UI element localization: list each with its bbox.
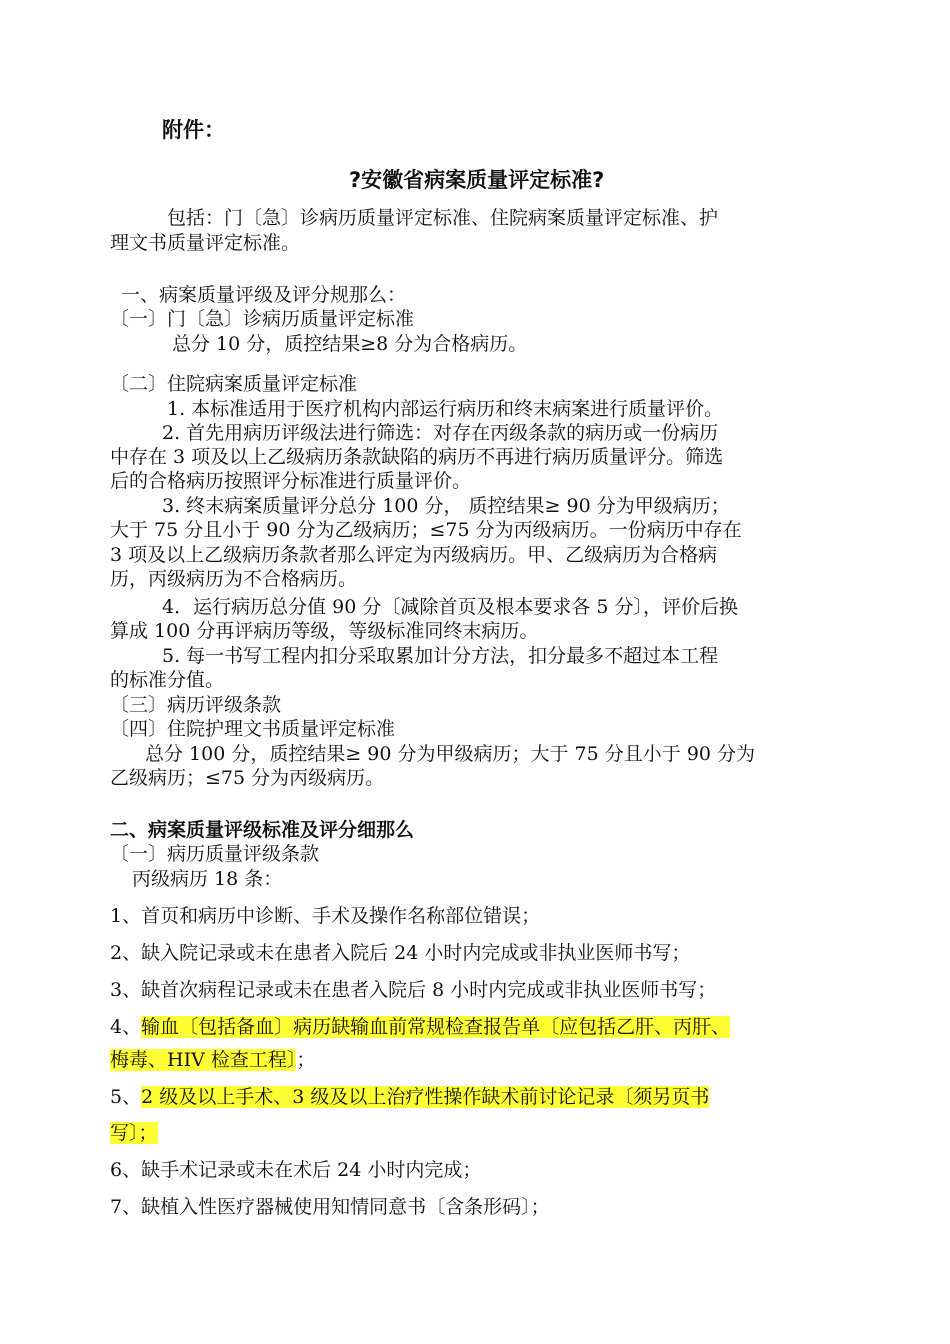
- item-1: 1. 本标准适用于医疗机构内部运行病历和终末病案进行质量评价。: [167, 398, 724, 420]
- class-c-item-4-line-1: [110, 1015, 730, 1039]
- class-c-item-5-line-2: [110, 1121, 158, 1145]
- attachment-label: 附件：: [162, 118, 225, 142]
- intro-line-2: 理文书质量评定标准。: [110, 232, 301, 254]
- item-3-line-4: 历，丙级病历为不合格病历。: [110, 568, 358, 590]
- class-c-item-5-highlight-2: 写〕；: [110, 1122, 158, 1144]
- item-2-line-2: 中存在 3 项及以上乙级病历条款缺陷的病历不再进行病历质量评分。筛选: [110, 446, 724, 468]
- class-c-item-4-number: 4、: [110, 1016, 142, 1038]
- class-c-item-4-highlight-2: 梅毒、HIV 检查工程〕: [110, 1049, 297, 1071]
- item-5-line-2: 的标准分值。: [110, 669, 225, 691]
- class-c-item-4-line-2: [110, 1048, 315, 1072]
- section1-sub1-heading: 〔一〕门〔急〕诊病历质量评定标准: [110, 308, 415, 330]
- section1-sub4-heading: 〔四〕住院护理文书质量评定标准: [110, 718, 396, 740]
- document-title: ?安徽省病案质量评定标准?: [349, 168, 605, 192]
- item-3-line-1: 3. 终末病案质量评分总分 100 分， 质控结果≥ 90 分为甲级病历；: [162, 495, 730, 517]
- item-2-line-3: 后的合格病历按照评分标准进行质量评价。: [110, 470, 472, 492]
- item-3-line-3: 3 项及以上乙级病历条款者那么评定为丙级病历。甲、乙级病历为合格病: [110, 544, 718, 566]
- class-c-item-6: 6、缺手术记录或未在术后 24 小时内完成；: [110, 1159, 482, 1181]
- section1-sub1-text: 总分 10 分，质控结果≥8 分为合格病历。: [172, 333, 528, 355]
- class-c-item-5-number: 5、: [110, 1086, 142, 1108]
- section1-sub2-heading: 〔二〕住院病案质量评定标准: [110, 373, 358, 395]
- class-c-item-4-tail: ；: [296, 1049, 316, 1071]
- class-c-item-4-highlight-1: 输血〔包括备血〕病历缺输血前常规检查报告单〔应包括乙肝、丙肝、: [141, 1016, 731, 1038]
- item-4-line-2: 算成 100 分再评病历等级，等级标准同终末病历。: [110, 620, 539, 642]
- class-c-item-5-highlight-1: 2 级及以上手术、3 级及以上治疗性操作缺术前讨论记录〔须另页书: [141, 1086, 710, 1108]
- class-c-item-2: 2、缺入院记录或未在患者入院后 24 小时内完成或非执业医师书写；: [110, 942, 691, 964]
- class-c-label: 丙级病历 18 条：: [132, 868, 283, 890]
- section1-sub3-heading: 〔三〕病历评级条款: [110, 694, 282, 716]
- item-4-line-1: 4．运行病历总分值 90 分〔减除首页及根本要求各 5 分〕，评价后换: [162, 596, 739, 618]
- intro-line-1: 包括：门〔急〕诊病历质量评定标准、住院病案质量评定标准、护: [167, 207, 719, 229]
- item-5-line-1: 5. 每一书写工程内扣分采取累加计分方法，扣分最多不超过本工程: [162, 645, 719, 667]
- item-3-line-2: 大于 75 分且小于 90 分为乙级病历；≤75 分为丙级病历。一份病历中存在: [110, 519, 742, 541]
- section1-sub4-text-1: 总分 100 分，质控结果≥ 90 分为甲级病历；大于 75 分且小于 90 分为: [145, 743, 756, 765]
- section2-sub1-heading: 〔一〕病历质量评级条款: [110, 843, 320, 865]
- class-c-item-5-line-1: [110, 1085, 709, 1109]
- section1-sub4-text-2: 乙级病历；≤75 分为丙级病历。: [110, 767, 385, 789]
- section2-heading: 二、病案质量评级标准及评分细那么: [110, 819, 415, 841]
- class-c-item-3: 3、缺首次病程记录或未在患者入院后 8 小时内完成或非执业医师书写；: [110, 979, 717, 1001]
- class-c-item-1: 1、首页和病历中诊断、手术及操作名称部位错误；: [110, 905, 541, 927]
- section1-heading: 一、病案质量评级及评分规那么：: [121, 284, 407, 306]
- class-c-item-7: 7、缺植入性医疗器械使用知情同意书〔含条形码〕；: [110, 1196, 550, 1218]
- item-2-line-1: 2. 首先用病历评级法进行筛选：对存在丙级条款的病历或一份病历: [162, 422, 719, 444]
